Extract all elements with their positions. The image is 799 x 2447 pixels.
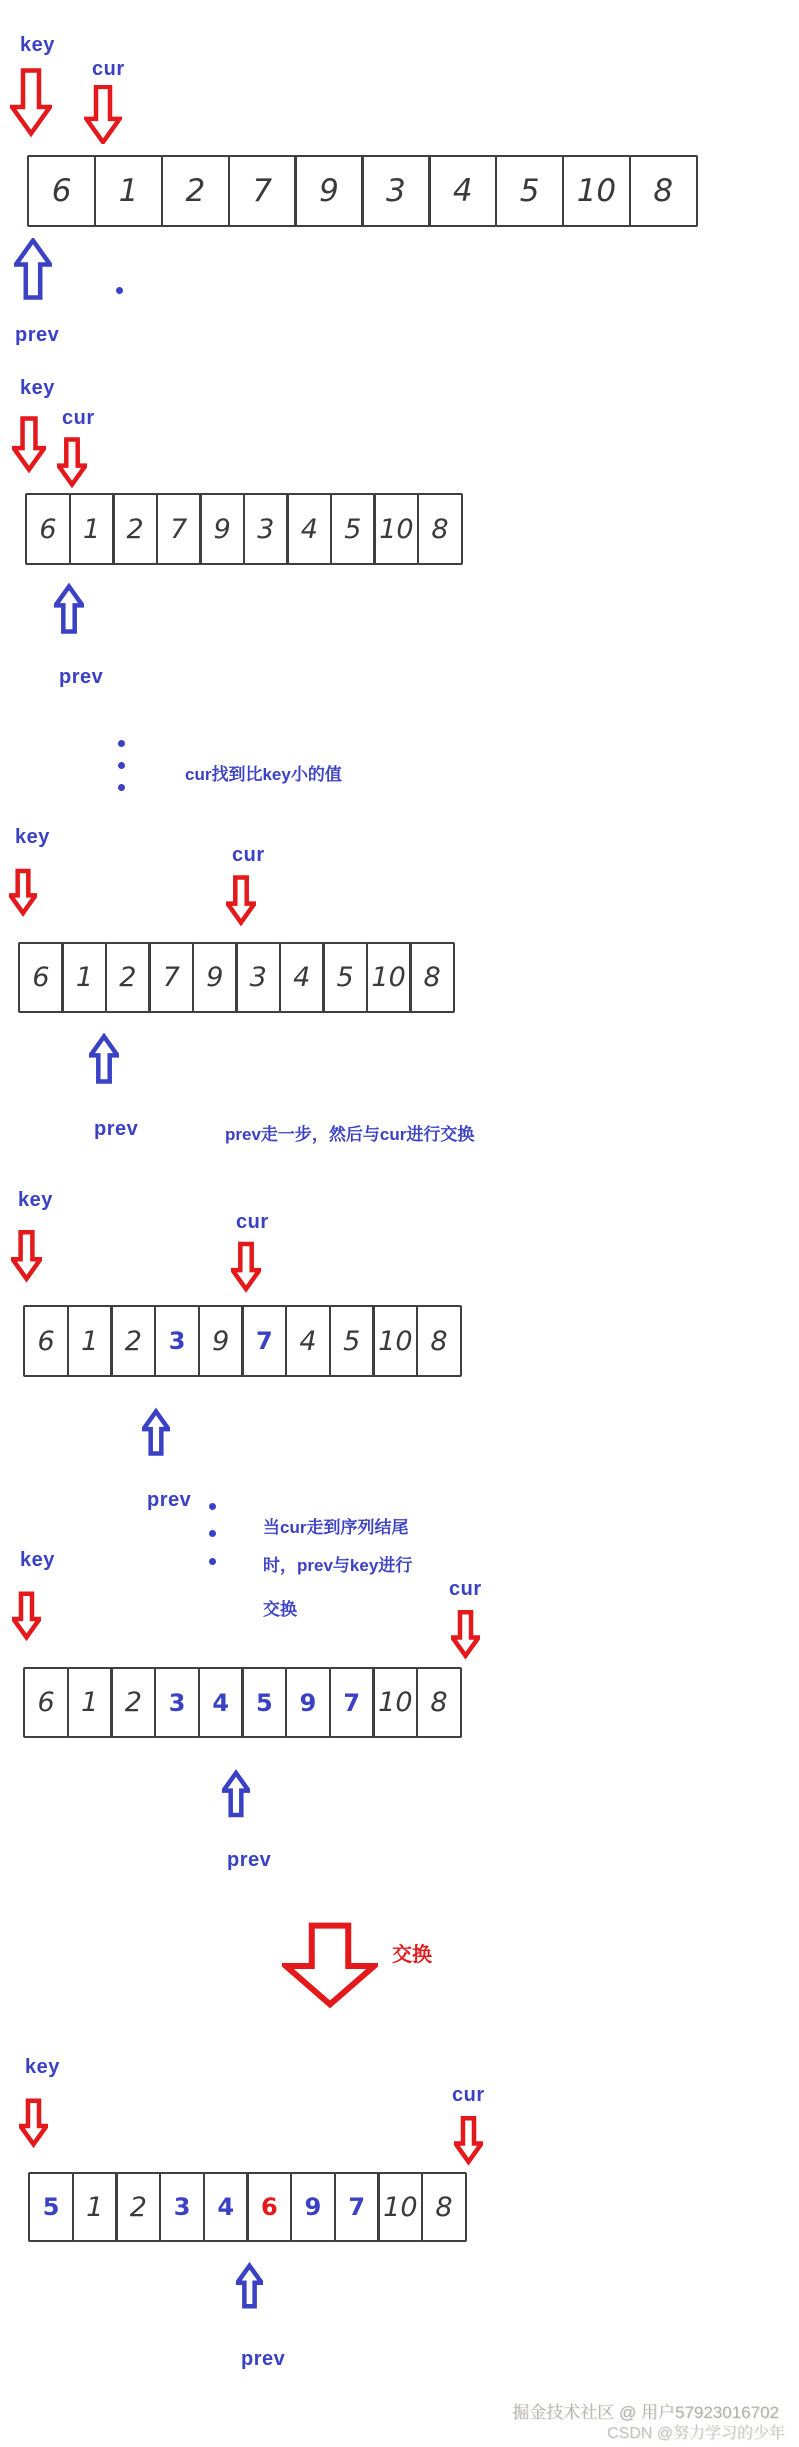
array-cell: 2 bbox=[110, 1305, 156, 1377]
key-label: key bbox=[25, 2056, 60, 2078]
key-label: key bbox=[20, 34, 55, 56]
array-cell: 5 bbox=[28, 2172, 74, 2242]
key-label: key bbox=[20, 1549, 55, 1571]
array-cell: 9 bbox=[290, 2172, 336, 2242]
note-end-line2: 时，prev与key进行 bbox=[263, 1556, 413, 1575]
array-cell: 10 bbox=[366, 942, 412, 1013]
ellipsis-dot-icon bbox=[118, 740, 125, 747]
array-cell: 9 bbox=[285, 1667, 331, 1738]
array-cell: 3 bbox=[154, 1667, 200, 1738]
key-label: key bbox=[18, 1189, 53, 1211]
array-step-1 bbox=[27, 155, 698, 227]
big-swap-arrow-icon bbox=[282, 1921, 378, 2009]
note-prev-step-swap: prev走一步，然后与cur进行交换 bbox=[225, 1125, 475, 1144]
array-cell: 9 bbox=[294, 155, 363, 227]
ellipsis-dot-icon bbox=[118, 762, 125, 769]
array-cell: 3 bbox=[235, 942, 281, 1013]
array-cell: 5 bbox=[329, 1305, 375, 1377]
array-cell: 2 bbox=[110, 1667, 156, 1738]
array-cell: 8 bbox=[409, 942, 455, 1013]
prev-label: prev bbox=[15, 324, 60, 346]
cur-arrow-icon bbox=[57, 433, 87, 491]
cur-label: cur bbox=[452, 2084, 485, 2106]
prev-label: prev bbox=[227, 1849, 272, 1871]
array-cell: 9 bbox=[199, 493, 245, 565]
array-cell: 8 bbox=[421, 2172, 467, 2242]
note-cur-finds-smaller: cur找到比key小的值 bbox=[185, 765, 342, 784]
prev-arrow-icon bbox=[236, 2252, 263, 2320]
array-cell: 4 bbox=[198, 1667, 244, 1738]
cur-label: cur bbox=[92, 58, 125, 80]
prev-arrow-icon bbox=[89, 1030, 119, 1088]
array-cell: 7 bbox=[228, 155, 297, 227]
note-end-line3: 交换 bbox=[263, 1600, 297, 1619]
array-cell: 10 bbox=[372, 1305, 418, 1377]
cur-label: cur bbox=[232, 844, 265, 866]
array-cell: 1 bbox=[67, 1667, 113, 1738]
array-cell: 4 bbox=[428, 155, 497, 227]
prev-label: prev bbox=[241, 2348, 286, 2370]
array-cell: 6 bbox=[23, 1305, 69, 1377]
array-cell: 1 bbox=[72, 2172, 118, 2242]
array-cell: 8 bbox=[416, 1667, 462, 1738]
note-end-line1: 当cur走到序列结尾 bbox=[263, 1518, 409, 1537]
array-cell: 10 bbox=[372, 1667, 418, 1738]
array-cell: 4 bbox=[286, 493, 332, 565]
array-step-2 bbox=[25, 493, 463, 565]
ellipsis-dot-icon bbox=[209, 1530, 216, 1537]
key-arrow-icon bbox=[10, 60, 52, 144]
array-cell: 10 bbox=[377, 2172, 423, 2242]
array-cell: 8 bbox=[629, 155, 698, 227]
prev-label: prev bbox=[94, 1118, 139, 1140]
array-cell: 1 bbox=[67, 1305, 113, 1377]
key-arrow-icon bbox=[9, 854, 37, 930]
array-cell: 1 bbox=[69, 493, 115, 565]
ellipsis-dot-icon bbox=[209, 1503, 216, 1510]
array-cell: 6 bbox=[246, 2172, 292, 2242]
cur-arrow-icon bbox=[454, 2111, 483, 2169]
array-cell: 9 bbox=[198, 1305, 244, 1377]
cur-label: cur bbox=[62, 407, 95, 429]
array-cell: 3 bbox=[243, 493, 289, 565]
ellipsis-dot-icon bbox=[116, 287, 123, 294]
array-cell: 7 bbox=[148, 942, 194, 1013]
ellipsis-dot-icon bbox=[209, 1558, 216, 1565]
array-cell: 10 bbox=[562, 155, 631, 227]
array-cell: 3 bbox=[159, 2172, 205, 2242]
array-cell: 4 bbox=[285, 1305, 331, 1377]
array-cell: 10 bbox=[373, 493, 419, 565]
cur-arrow-icon bbox=[231, 1237, 261, 1296]
prev-arrow-icon bbox=[14, 238, 52, 300]
array-cell: 4 bbox=[279, 942, 325, 1013]
prev-arrow-icon bbox=[142, 1404, 170, 1461]
array-cell: 3 bbox=[154, 1305, 200, 1377]
key-arrow-icon bbox=[19, 2084, 48, 2161]
array-step-6 bbox=[28, 2172, 467, 2242]
key-arrow-icon bbox=[12, 1577, 41, 1654]
key-label: key bbox=[15, 826, 50, 848]
key-arrow-icon bbox=[12, 404, 46, 484]
array-cell: 4 bbox=[203, 2172, 249, 2242]
array-cell: 2 bbox=[115, 2172, 161, 2242]
array-cell: 1 bbox=[94, 155, 163, 227]
cur-label: cur bbox=[236, 1211, 269, 1233]
cur-arrow-icon bbox=[226, 871, 256, 929]
prev-label: prev bbox=[147, 1489, 192, 1511]
prev-arrow-icon bbox=[54, 580, 84, 638]
array-cell: 7 bbox=[329, 1667, 375, 1738]
swap-label: 交换 bbox=[392, 1944, 432, 1966]
array-cell: 7 bbox=[334, 2172, 380, 2242]
array-cell: 1 bbox=[61, 942, 107, 1013]
array-step-3 bbox=[18, 942, 455, 1013]
prev-arrow-icon bbox=[222, 1765, 250, 1823]
array-step-4 bbox=[23, 1305, 462, 1377]
watermark-line2: CSDN @努力学习的少年 bbox=[606, 2425, 785, 2442]
watermark-line1: 掘金技术社区 @ 用户57923016702 bbox=[512, 2403, 779, 2422]
array-cell: 7 bbox=[241, 1305, 287, 1377]
array-cell: 8 bbox=[417, 493, 463, 565]
array-cell: 6 bbox=[25, 493, 71, 565]
array-cell: 2 bbox=[161, 155, 230, 227]
cur-arrow-icon bbox=[84, 85, 122, 144]
array-cell: 2 bbox=[112, 493, 158, 565]
array-cell: 5 bbox=[241, 1667, 287, 1738]
array-cell: 7 bbox=[156, 493, 202, 565]
array-cell: 6 bbox=[18, 942, 64, 1013]
array-cell: 9 bbox=[192, 942, 238, 1013]
array-cell: 5 bbox=[322, 942, 368, 1013]
key-arrow-icon bbox=[11, 1217, 42, 1294]
array-cell: 5 bbox=[495, 155, 564, 227]
array-cell: 2 bbox=[105, 942, 151, 1013]
prev-label: prev bbox=[59, 666, 104, 688]
array-cell: 5 bbox=[330, 493, 376, 565]
array-cell: 3 bbox=[361, 155, 430, 227]
array-cell: 6 bbox=[23, 1667, 69, 1738]
array-step-5 bbox=[23, 1667, 462, 1738]
array-cell: 8 bbox=[416, 1305, 462, 1377]
array-cell: 6 bbox=[27, 155, 96, 227]
cur-arrow-icon bbox=[451, 1605, 480, 1663]
key-label: key bbox=[20, 377, 55, 399]
cur-label: cur bbox=[449, 1578, 482, 1600]
ellipsis-dot-icon bbox=[118, 784, 125, 791]
